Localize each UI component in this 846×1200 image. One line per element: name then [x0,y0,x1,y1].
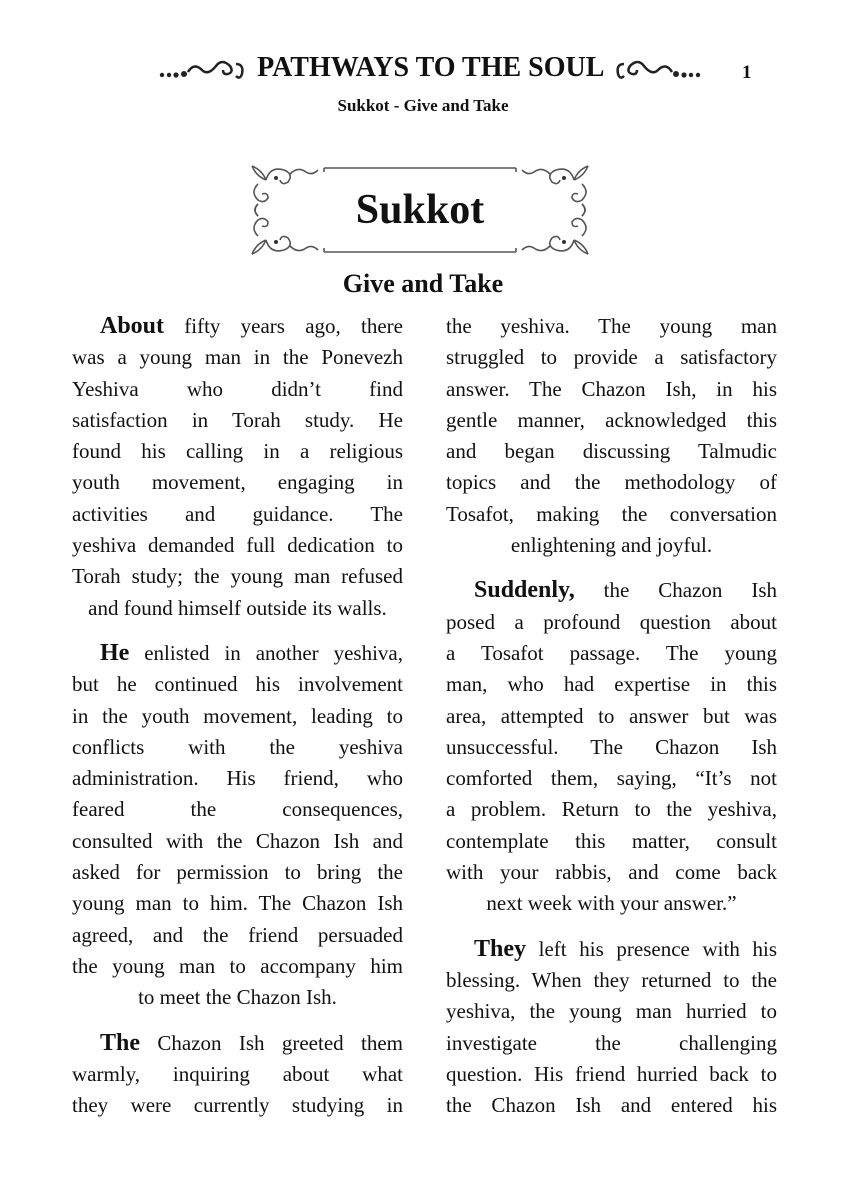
text-line [446,530,777,561]
text-line [72,763,403,794]
chapter-subtitle: Sukkot - Give and Take [337,96,509,115]
text-line [446,857,777,888]
line-text: youth movement, engaging in [72,470,403,495]
line-text: conflicts with the yeshiva [72,734,403,759]
line-text: yeshiva, the young man hurried to [446,999,777,1024]
frame-title: Sukkot [355,187,485,233]
line-text: comforted them, saying, “It’s not [446,766,777,791]
running-header [130,52,730,84]
text-line [446,669,777,700]
line-text: was a young man in the Ponevezh [72,345,403,370]
line-text: posed a profound question about [446,609,777,634]
text-line [72,467,403,498]
text-line [72,701,403,732]
line-text: asked for permission to bring the [72,860,403,885]
text-line [72,342,403,373]
page-number: 1 [742,62,752,83]
text-line [72,436,403,467]
line-text: the young man to accompany him [72,953,403,978]
text-line [446,888,777,919]
line-text: fifty years ago, there [164,314,403,338]
line-text: unsuccessful. The Chazon Ish [446,734,777,759]
line-text: next week with your answer.” [486,891,737,916]
text-line [72,311,403,342]
line-text: the Chazon Ish [574,578,777,603]
lead-word: They [474,935,527,962]
text-line [72,561,403,592]
text-line [446,934,777,965]
line-text: the Chazon Ish and entered his [446,1093,777,1118]
line-text: young man to him. The Chazon Ish [72,891,403,916]
text-line [446,965,777,996]
left-flourish-ornament [158,58,250,82]
line-text: answer. The Chazon Ish, in his [446,376,777,401]
line-text: warmly, inquiring about what [72,1061,403,1086]
text-line [446,374,777,405]
line-text: agreed, and the friend persuaded [72,922,403,947]
right-flourish-ornament [610,58,702,82]
line-text: left his presence with his [526,936,777,961]
text-line [72,1090,403,1121]
line-text: man, who had expertise in this [446,672,777,697]
line-text: found his calling in a religious [72,439,403,464]
paragraph [446,575,777,919]
text-line [446,436,777,467]
line-text: feared the consequences, [72,797,403,822]
paragraph [72,638,403,1014]
text-line [72,593,403,624]
text-line [446,732,777,763]
text-line [446,1090,777,1121]
line-text: struggled to provide a satisfactory [446,345,777,370]
text-line [446,499,777,530]
text-line [72,888,403,919]
text-line [72,826,403,857]
text-line [72,732,403,763]
line-text: and found himself outside its walls. [88,595,387,620]
text-line [446,996,777,1027]
text-line [72,1028,403,1059]
text-line [72,405,403,436]
lead-word: The [100,1029,141,1056]
article-heading: Give and Take [342,269,504,298]
text-line [446,826,777,857]
ornamental-title-frame [246,160,594,260]
paragraph [72,1028,403,1122]
text-line [446,638,777,669]
text-line [72,1059,403,1090]
line-text: topics and the methodology of [446,470,777,495]
line-text: yeshiva demanded full dedication to [72,533,403,558]
text-line [446,701,777,732]
line-text: administration. His friend, who [72,766,403,791]
line-text: Tosafot, making the conversation [446,501,777,526]
text-line [446,575,777,606]
paragraph [446,934,777,1122]
text-line [72,638,403,669]
line-text: satisfaction in Torah study. He [72,407,403,432]
line-text: question. His friend hurried back to [446,1061,777,1086]
text-line [72,499,403,530]
line-text: and began discussing Talmudic [446,439,777,464]
text-line [446,342,777,373]
line-text: enlightening and joyful. [510,533,713,558]
line-text: blessing. When they returned to the [446,967,777,992]
paragraph [446,311,777,561]
text-line [446,607,777,638]
line-text: consulted with the Chazon Ish and [72,828,403,853]
text-line [446,1059,777,1090]
text-line [72,857,403,888]
text-line [72,982,403,1013]
header-title: PATHWAYS TO THE SOUL [257,52,603,83]
right-column [446,311,777,1135]
text-line [72,374,403,405]
line-text: the yeshiva. The young man [446,314,777,338]
text-line [446,763,777,794]
text-line [446,311,777,342]
line-text: Yeshiva who didn’t find [72,376,403,401]
paragraph [72,311,403,624]
lead-word: He [100,639,130,666]
text-line [446,467,777,498]
text-line [72,794,403,825]
line-text: Torah study; the young man refused [72,564,403,589]
lead-word: About [100,313,165,339]
line-text: contemplate this matter, consult [446,828,777,853]
line-text: a problem. Return to the yeshiva, [446,797,777,822]
left-column [72,311,403,1135]
line-text: activities and guidance. The [72,501,403,526]
line-text: they were currently studying in [72,1093,403,1118]
line-text: Chazon Ish greeted them [140,1030,403,1055]
line-text: area, attempted to answer but was [446,703,777,728]
text-line [446,405,777,436]
line-text: to meet the Chazon Ish. [138,985,337,1010]
text-line [72,951,403,982]
text-line [72,669,403,700]
line-text: investigate the challenging [446,1030,777,1055]
line-text: enlisted in another yeshiva, [129,640,403,665]
text-line [446,794,777,825]
line-text: with your rabbis, and come back [446,860,777,885]
line-text: a Tosafot passage. The young [446,640,777,665]
line-text: gentle manner, acknowledged this [446,407,777,432]
line-text: in the youth movement, leading to [72,703,403,728]
text-line [72,530,403,561]
lead-word: Suddenly, [474,577,575,604]
text-line [72,920,403,951]
line-text: but he continued his involvement [72,672,403,697]
text-line [446,1028,777,1059]
